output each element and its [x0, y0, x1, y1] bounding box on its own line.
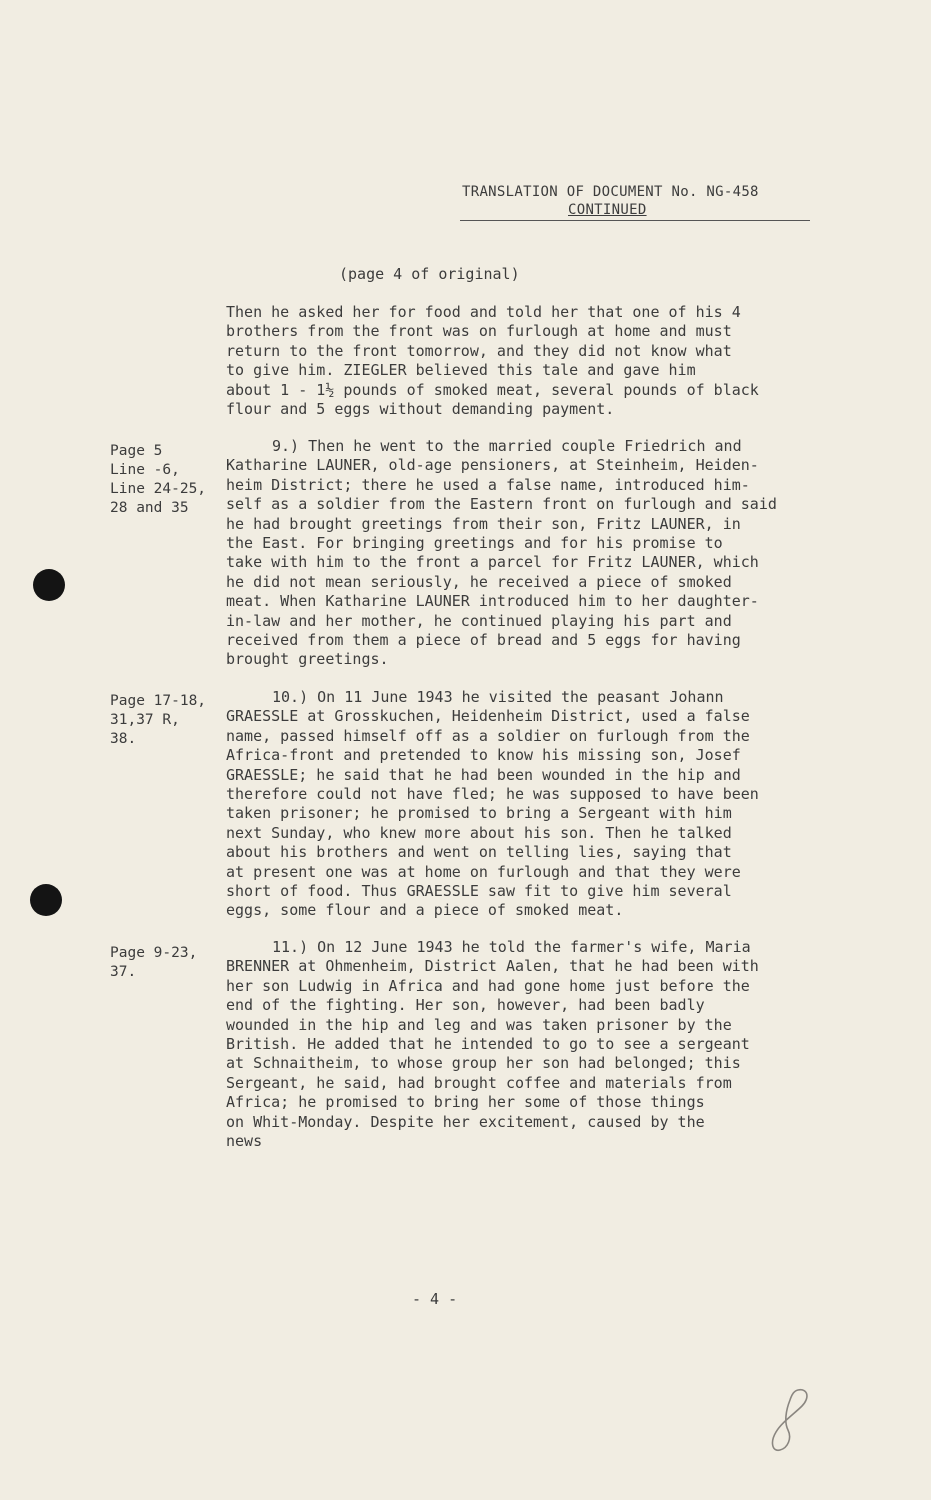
- text-line: next Sunday, who knew more about his son. Then he talked: [226, 823, 732, 842]
- text-line: return to the front tomorrow, and they did not know what: [226, 341, 732, 360]
- header-continued: CONTINUED: [568, 202, 647, 218]
- text-line: wounded in the hip and leg and was taken prisoner by the: [226, 1015, 732, 1034]
- text-line: end of the fighting. Her son, however, had been badly: [226, 996, 705, 1015]
- text-line: eggs, some flour and a piece of smoked meat.: [226, 901, 624, 920]
- text-line: he had brought greetings from their son, Fritz LAUNER, in: [226, 514, 741, 533]
- margin-note-11: [110, 944, 225, 982]
- margin-line: 28 and 35: [110, 500, 189, 516]
- text-line: to give him. ZIEGLER believed this tale and gave him: [226, 361, 696, 380]
- margin-line: Page 17-18,: [110, 693, 207, 709]
- text-line: 9.) Then he went to the married couple Friedrich and: [272, 437, 742, 455]
- text-line: taken prisoner; he promised to bring a Sergeant with him: [226, 804, 732, 823]
- document-header: [462, 184, 812, 218]
- text-line: heim District; there he used a false name, introduced him-: [226, 475, 750, 494]
- text-line: the East. For bringing greetings and for his promise to: [226, 534, 723, 553]
- text-line: brothers from the front was on furlough at home and must: [226, 322, 732, 341]
- text-line: flour and 5 eggs without demanding payment.: [226, 400, 615, 419]
- text-line: British. He added that he intended to go to see a sergeant: [226, 1035, 750, 1054]
- punch-hole: [33, 569, 65, 601]
- header-title: TRANSLATION OF DOCUMENT No. NG-458: [462, 184, 759, 200]
- margin-line: Page 5: [110, 443, 163, 459]
- text-line: Africa; he promised to bring her some of those things: [226, 1093, 705, 1112]
- handwritten-page-mark: [764, 1386, 814, 1456]
- text-line: at present one was at home on furlough and that they were: [226, 862, 741, 881]
- text-line: Then he asked her for food and told her that one of his 4: [226, 303, 741, 321]
- text-line: on Whit-Monday. Despite her excitement, caused by the: [226, 1112, 705, 1131]
- margin-line: Line -6,: [110, 462, 180, 478]
- text-line: received from them a piece of bread and 5 eggs for having: [226, 631, 741, 650]
- text-line: in-law and her mother, he continued playing his part and: [226, 611, 732, 630]
- text-line: brought greetings.: [226, 650, 389, 669]
- paragraph-11: [226, 938, 820, 1151]
- text-line: 10.) On 11 June 1943 he visited the peasant Johann: [272, 688, 724, 706]
- text-line: GRAESSLE at Grosskuchen, Heidenheim District, used a false: [226, 707, 750, 726]
- margin-line: 37.: [110, 964, 137, 980]
- text-line: Katharine LAUNER, old-age pensioners, at Steinheim, Heiden-: [226, 456, 759, 475]
- punch-hole: [30, 884, 62, 916]
- margin-note-10: [110, 692, 225, 749]
- original-page-reference: (page 4 of original): [339, 265, 520, 283]
- text-line: 11.) On 12 June 1943 he told the farmer's wife, Maria: [272, 938, 751, 956]
- paragraph-10: [226, 688, 820, 921]
- text-line: about his brothers and went on telling lies, saying that: [226, 843, 732, 862]
- margin-line: Page 9-23,: [110, 945, 198, 961]
- text-line: self as a soldier from the Eastern front on furlough and said: [226, 495, 777, 514]
- header-rule: [460, 220, 810, 221]
- text-line: Africa-front and pretended to know his missing son, Josef: [226, 746, 741, 765]
- text-line: Sergeant, he said, had brought coffee and materials from: [226, 1073, 732, 1092]
- page-number: - 4 -: [412, 1290, 458, 1308]
- text-line: BRENNER at Ohmenheim, District Aalen, that he had been with: [226, 957, 759, 976]
- paragraph-intro: [226, 303, 820, 419]
- text-line: take with him to the front a parcel for Fritz LAUNER, which: [226, 553, 759, 572]
- text-line: news: [226, 1132, 263, 1151]
- text-line: therefore could not have fled; he was supposed to have been: [226, 785, 759, 804]
- margin-note-9: [110, 442, 225, 518]
- text-line: GRAESSLE; he said that he had been wounded in the hip and: [226, 765, 741, 784]
- text-line: short of food. Thus GRAESSLE saw fit to give him several: [226, 882, 732, 901]
- text-line: name, passed himself off as a soldier on furlough from the: [226, 726, 750, 745]
- margin-line: 31,37 R,: [110, 712, 180, 728]
- text-line: meat. When Katharine LAUNER introduced him to her daughter-: [226, 592, 759, 611]
- paragraph-9: [226, 437, 820, 670]
- text-line: about 1 - 1½ pounds of smoked meat, several pounds of black: [226, 380, 759, 399]
- margin-line: Line 24-25,: [110, 481, 207, 497]
- margin-line: 38.: [110, 731, 137, 747]
- text-line: her son Ludwig in Africa and had gone home just before the: [226, 976, 750, 995]
- text-line: he did not mean seriously, he received a piece of smoked: [226, 572, 732, 591]
- text-line: at Schnaitheim, to whose group her son had belonged; this: [226, 1054, 741, 1073]
